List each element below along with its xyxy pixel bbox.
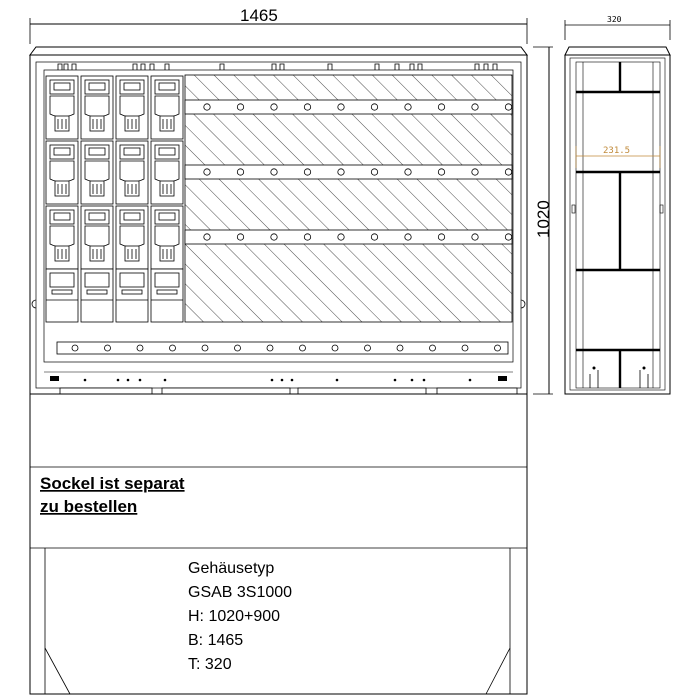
- busbar-hole: [271, 104, 277, 110]
- busbar-hole: [505, 104, 511, 110]
- busbar-hole: [338, 169, 344, 175]
- busbar-hole: [204, 104, 210, 110]
- spec-height: H: 1020+900: [188, 608, 281, 625]
- rail-hole: [332, 345, 338, 351]
- height-dimension-label: 1020: [534, 200, 553, 238]
- spec-width: B: 1465: [188, 632, 244, 649]
- rail-hole: [300, 345, 306, 351]
- bottom-dot: [281, 379, 284, 382]
- busbar-hole: [237, 104, 243, 110]
- busbar-hole: [338, 234, 344, 240]
- busbar-hole: [204, 169, 210, 175]
- fuse-switch: [81, 76, 113, 139]
- rail-hole: [430, 345, 436, 351]
- bottom-dot: [117, 379, 120, 382]
- bottom-dot: [271, 379, 274, 382]
- busbar-hole: [371, 234, 377, 240]
- bottom-dot: [423, 379, 426, 382]
- fuse-switch: [81, 141, 113, 204]
- bottom-dot: [164, 379, 167, 382]
- rail-hole: [235, 345, 241, 351]
- busbar-hole: [505, 234, 511, 240]
- busbar-hole: [237, 234, 243, 240]
- busbar-hole: [505, 169, 511, 175]
- fuse-switch: [116, 206, 148, 269]
- rail-hole: [202, 345, 208, 351]
- note-line-1: Sockel ist separat: [40, 474, 185, 493]
- fuse-switch: [81, 206, 113, 269]
- fuse-base: [46, 269, 78, 322]
- busbar-hole: [472, 104, 478, 110]
- busbar-hole: [304, 169, 310, 175]
- busbar-hole: [271, 234, 277, 240]
- spec-depth: T: 320: [188, 656, 232, 673]
- rail-hole: [105, 345, 111, 351]
- busbar-hole: [271, 169, 277, 175]
- side-view: [565, 15, 670, 394]
- rail-hole: [397, 345, 403, 351]
- bottom-dot: [469, 379, 472, 382]
- bottom-dot: [336, 379, 339, 382]
- rail-hole: [72, 345, 78, 351]
- busbar-hole: [371, 104, 377, 110]
- fuse-base: [151, 269, 183, 322]
- height-dimension: [533, 47, 553, 394]
- spec-model: GSAB 3S1000: [188, 584, 293, 601]
- bottom-dot: [84, 379, 87, 382]
- fuse-switch: [46, 206, 78, 269]
- busbar-hole: [204, 234, 210, 240]
- busbar-hole: [237, 169, 243, 175]
- bottom-dot: [139, 379, 142, 382]
- plinth: [30, 394, 527, 694]
- rail-hole: [137, 345, 143, 351]
- busbar-hole: [405, 169, 411, 175]
- rail-hole: [267, 345, 273, 351]
- busbar-hole: [472, 169, 478, 175]
- busbar-hole: [371, 169, 377, 175]
- fuse-switch: [46, 141, 78, 204]
- spec-title: Gehäusetyp: [188, 560, 275, 577]
- bottom-dot: [394, 379, 397, 382]
- inner-dimension-label: 231.5: [603, 146, 631, 156]
- fuse-base: [116, 269, 148, 322]
- depth-dimension-label: 320: [607, 15, 622, 24]
- bottom-dot: [291, 379, 294, 382]
- width-dimension: [30, 6, 527, 44]
- cabinet-feet: [60, 388, 517, 394]
- rail-hole: [495, 345, 501, 351]
- busbar-hole: [304, 104, 310, 110]
- rail-hole: [462, 345, 468, 351]
- terminal-rail: [57, 342, 508, 354]
- fuse-switch: [46, 76, 78, 139]
- busbar-hole: [472, 234, 478, 240]
- busbar-hole: [438, 169, 444, 175]
- busbar-hole: [405, 104, 411, 110]
- busbar-hole: [438, 104, 444, 110]
- busbar-hole: [438, 234, 444, 240]
- fuse-switch: [151, 141, 183, 204]
- busbar-hole: [304, 234, 310, 240]
- fuse-switch: [151, 76, 183, 139]
- rail-hole: [365, 345, 371, 351]
- busbar-hole: [338, 104, 344, 110]
- busbar-hole: [405, 234, 411, 240]
- fuse-switch: [116, 76, 148, 139]
- bottom-dot: [411, 379, 414, 382]
- bottom-dot: [127, 379, 130, 382]
- fuse-switch: [151, 206, 183, 269]
- front-view: [30, 47, 527, 394]
- note-line-2: zu bestellen: [40, 497, 138, 516]
- fuse-base: [81, 269, 113, 322]
- width-dimension-label: 1465: [240, 6, 278, 25]
- fuse-switch: [116, 141, 148, 204]
- rail-hole: [170, 345, 176, 351]
